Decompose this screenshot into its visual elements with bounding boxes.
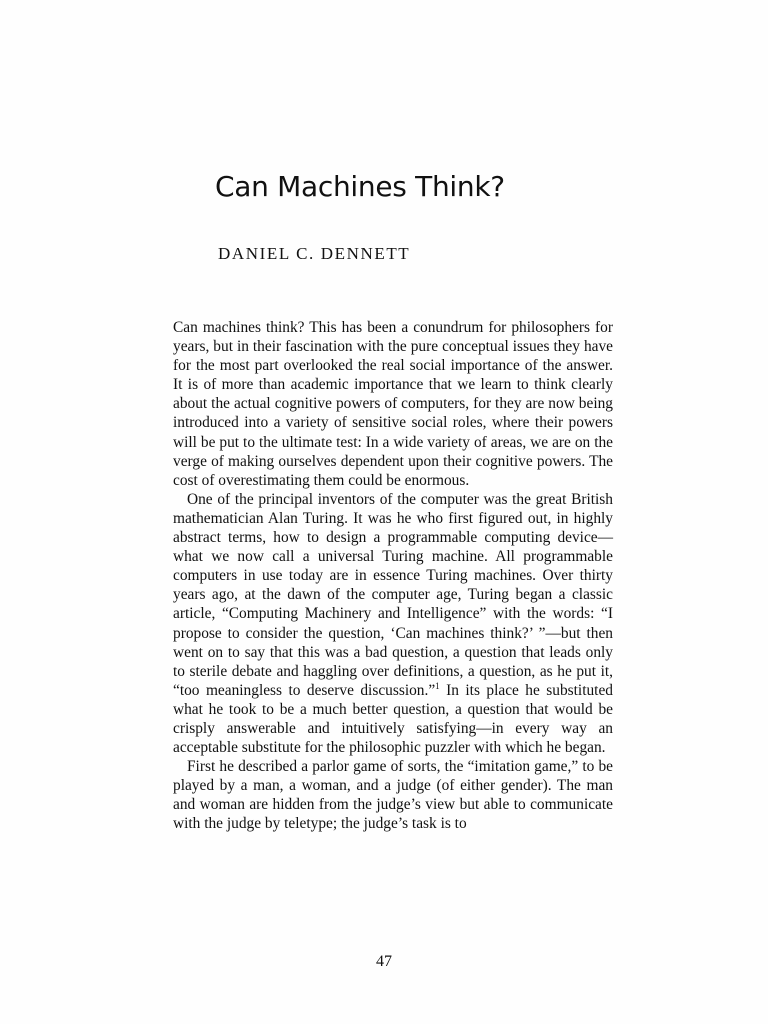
paragraph-2-text-before-note: One of the principal inventors of the computer was the great British mathematician Alan Turing. It was he who first figured out, in highly abstract terms, how to design a programmable computing device—what we now call a universal Turing machine. All programmable computers in use today are in essence Turing machines. Over thirty years ago, at the dawn of the computer age, Turing began a classic article, “Computing Machinery and Intelligence” with the words: “I propose to consider the question, ‘Can machines think?’ ”—but then went on to say that this was a bad question, a question that leads only to sterile debate and haggling over definitions, a question, as he put it, “too meaningless to deserve discussion.”: [173, 490, 613, 699]
author-name: DANIEL C. DENNETT: [218, 244, 411, 263]
paragraph-3: First he described a parlor game of sorts, the “imitation game,” to be played by a man, a woman, and a judge (of either gender). The man and woman are hidden from the judge’s view but able to communicate with the judge by teletype; the judge’s task is to: [173, 758, 613, 833]
paragraph-1: Can machines think? This has been a conundrum for philosophers for years, but in their fascination with the pure conceptual issues they have for the most part overlooked the real social importance of the answer. It is of more than academic importance that we learn to think clearly about the actual cognitive powers of computers, for they are now being introduced into a variety of sensitive social roles, where their powers will be put to the ultimate test: In a wide variety of areas, we are on the verge of making ourselves dependent upon their cognitive powers. The cost of overestimating them could be enormous.: [173, 319, 613, 489]
paragraph-2-text-after-note: In its place he substituted what he took to be a much better question, a question that would be crisply answerable and intuitively satisfying—in every way an acceptable substitute for the philosophic puzzler with which he began.: [173, 681, 613, 757]
paragraph-2: [173, 490, 613, 757]
footnote-marker[interactable]: 1: [435, 680, 440, 691]
body-text: [173, 318, 613, 834]
page-number: 47: [376, 953, 392, 970]
chapter-title: Can Machines Think?: [215, 170, 505, 203]
